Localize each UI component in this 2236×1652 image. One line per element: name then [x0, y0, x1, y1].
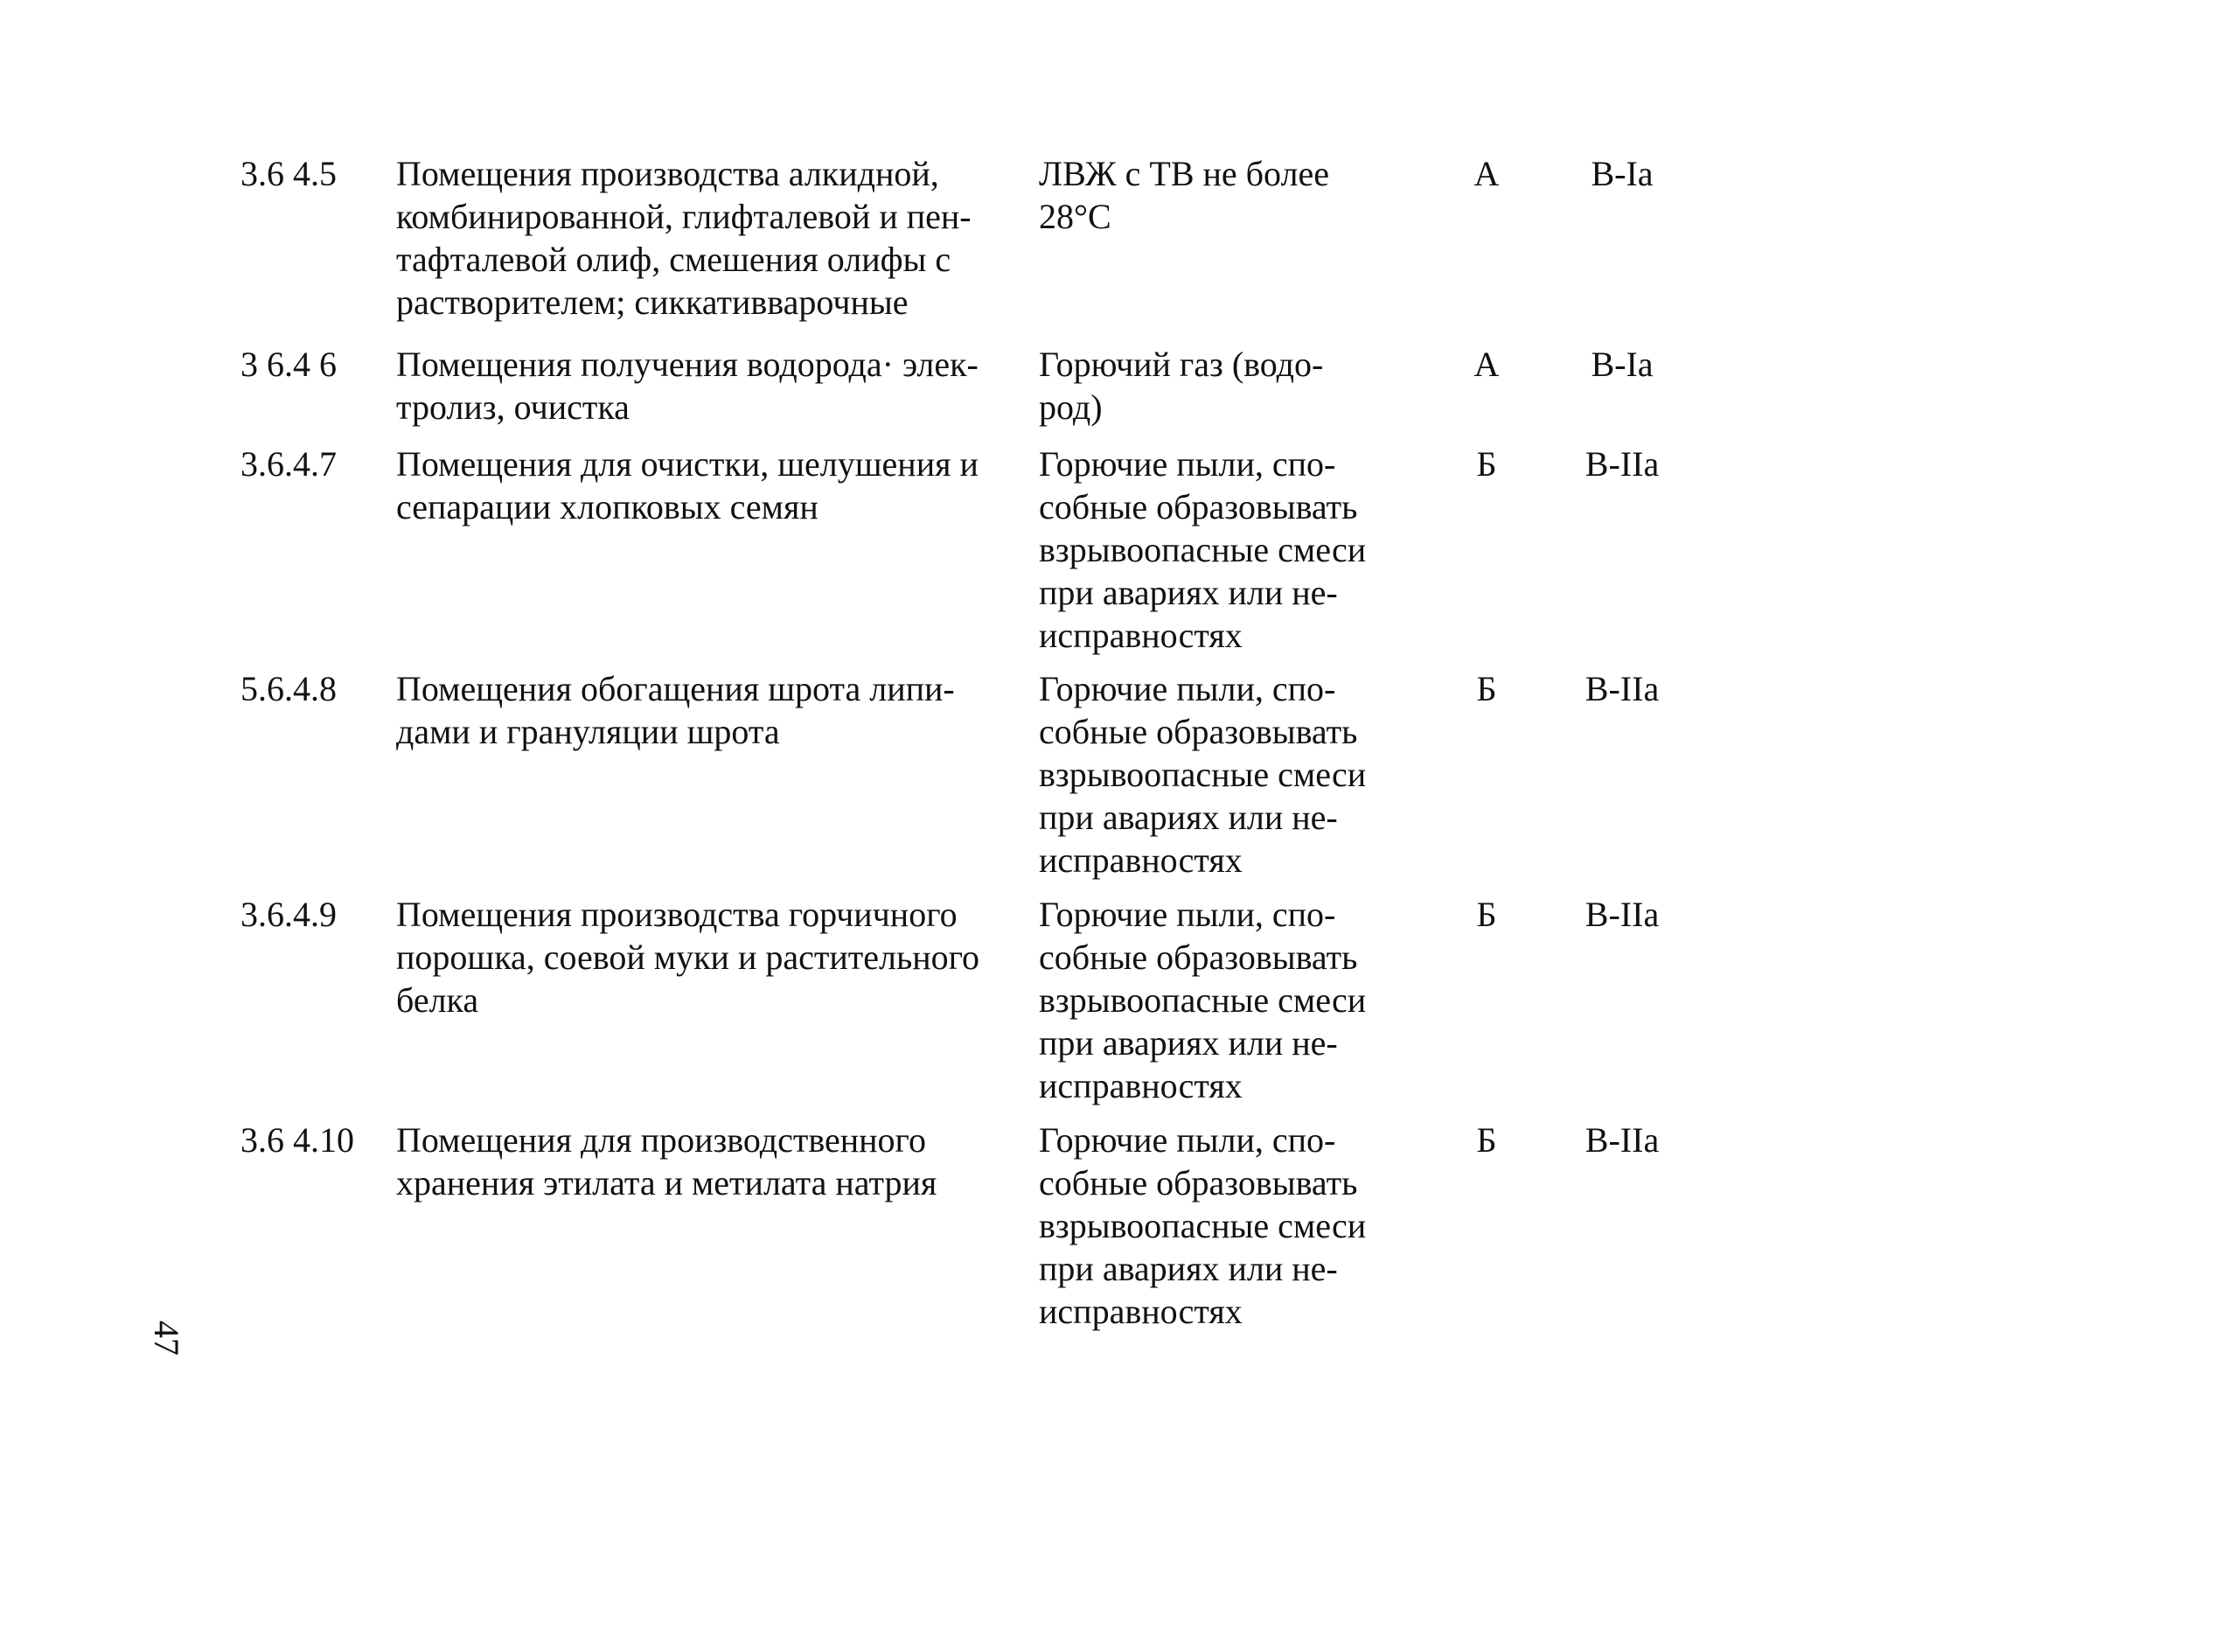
- explosion-zone-class: В-Iа: [1591, 345, 1654, 384]
- hazard-category: Б: [1476, 669, 1497, 708]
- substance-description: Горючие пыли, спо- собные образовывать взрывоопасные смеси при авариях или не- исправностях: [1039, 1120, 1367, 1331]
- substance-description: Горючие пыли, спо- собные образовывать взрывоопасные смеси при авариях или не- исправностях: [1039, 444, 1367, 655]
- room-description: Помещения получения водорода· элек- тролиз, очистка: [396, 345, 979, 427]
- substance-description: Горючие пыли, спо- собные образовывать взрывоопасные смеси при авариях или не- исправностях: [1039, 895, 1367, 1105]
- room-description: Помещения для очистки, шелушения и сепарации хлопковых семян: [396, 444, 979, 526]
- hazard-category: А: [1473, 154, 1500, 193]
- item-number: 3.6 4.5: [240, 154, 337, 193]
- hazard-category: Б: [1476, 895, 1497, 934]
- explosion-zone-class: В-IIа: [1585, 1120, 1660, 1160]
- room-description: Помещения производства алкидной, комбинированной, глифталевой и пен- тафталевой олиф, смешения олифы с растворителем; сиккативварочные: [396, 154, 972, 322]
- substance-description: Горючий газ (водо- род): [1039, 345, 1324, 427]
- explosion-zone-class: В-IIа: [1585, 444, 1660, 484]
- substance-description: Горючие пыли, спо- собные образовывать взрывоопасные смеси при авариях или не- исправностях: [1039, 669, 1367, 880]
- room-description: Помещения производства горчичного порошка, соевой муки и растительного белка: [396, 895, 980, 1020]
- hazard-category: Б: [1476, 1120, 1497, 1160]
- room-description: Помещения для производственного хранения этилата и метилата натрия: [396, 1120, 937, 1202]
- item-number: 5.6.4.8: [240, 669, 337, 708]
- item-number: 3 6.4 6: [240, 345, 337, 384]
- explosion-zone-class: В-IIа: [1585, 669, 1660, 708]
- explosion-zone-class: В-IIа: [1585, 895, 1660, 934]
- explosion-zone-class: В-Iа: [1591, 154, 1654, 193]
- substance-description: ЛВЖ с ТВ не более 28°C: [1039, 154, 1329, 236]
- hazard-category: Б: [1476, 444, 1497, 484]
- hazard-category: А: [1473, 345, 1500, 384]
- page-number: 47: [147, 1321, 186, 1356]
- item-number: 3.6.4.7: [240, 444, 337, 484]
- item-number: 3.6 4.10: [240, 1120, 354, 1160]
- room-description: Помещения обогащения шрота липи- дами и грануляции шрота: [396, 669, 955, 751]
- item-number: 3.6.4.9: [240, 895, 337, 934]
